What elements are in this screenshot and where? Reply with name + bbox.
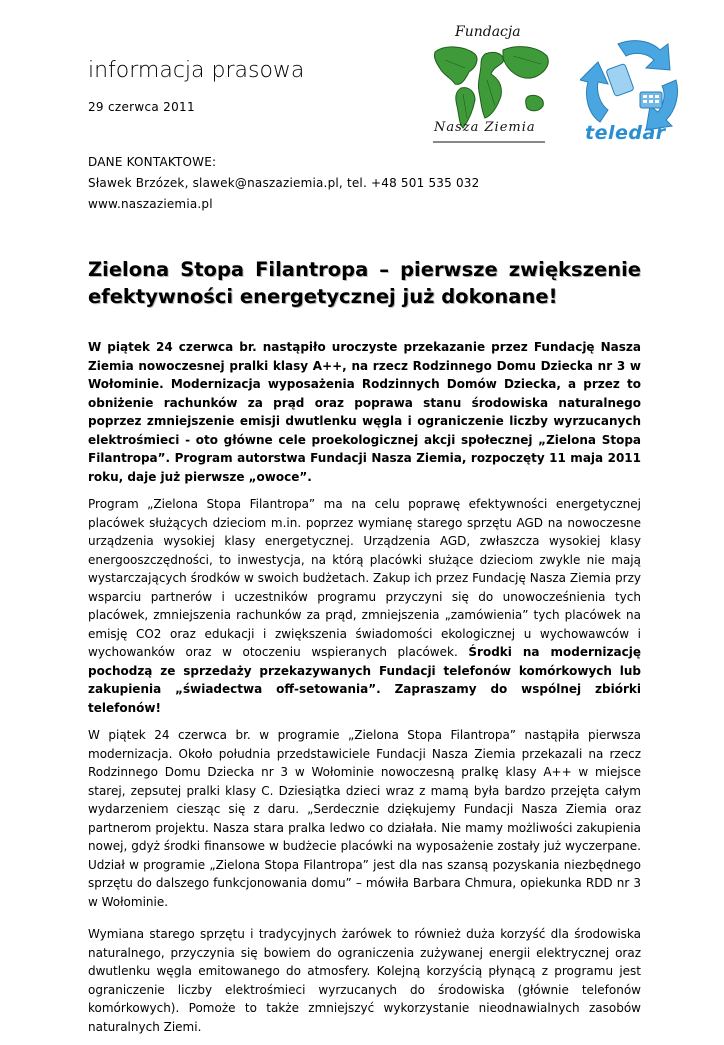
- press-release-headline: [88, 256, 641, 310]
- document-type-title: informacja prasowa: [88, 58, 305, 83]
- release-date: 29 czerwca 2011: [88, 100, 195, 114]
- contact-heading: DANE KONTAKTOWE:: [88, 155, 217, 169]
- lead-paragraph: W piątek 24 czerwca br. nastąpiło uroczyste przekazanie przez Fundację Nasza Ziemia nowoczesnej pralki klasy A++, na rzecz Rodzinnego Domu Dziecka nr 3 w Wołominie. Modernizacja wyposażenia Rodzinnych Domów Dziecka, a przez to obniżenie rachunków za prąd oraz poprawa stanu środowiska naturalnego poprzez zmniejszenie emisji dwutlenku węgla i ograniczenie liczby wyrzucanych elektrośmieci - oto główne cele proekologicznej akcji społecznej „Zielona Stopa Filantropa”. Program autorstwa Fundacji Nasza Ziemia, rozpoczęty 11 maja 2011 roku, daje już pierwsze „owoce”.: [88, 340, 641, 484]
- contact-block: [88, 152, 479, 215]
- fundacja-logo-subtitle: Nasza Ziemia: [434, 120, 536, 135]
- article-body: [88, 338, 641, 1045]
- paragraph-environment: Wymiana starego sprzętu i tradycyjnych żarówek to również duża korzyść dla środowiska naturalnego, przyczynia się bowiem do ograniczenia zużywanej energii elektrycznej oraz dwutlenku węgla emitowanego do atmosfery. Kolejną korzyścią płynącą z programu jest ograniczenie liczby elektrośmieci wyrzucanych do środowiska (głównie telefonów komórkowych). Pomoże to także zmniejszyć wykorzystanie nieodnawialnych zasobów naturalnych Ziemi.: [88, 927, 641, 1034]
- headline-line-1: Zielona Stopa Filantropa – pierwsze zwiększenie: [88, 258, 641, 281]
- website-link[interactable]: www.naszaziemia.pl: [88, 197, 213, 211]
- headline-line-2: efektywności energetycznej już dokonane!: [88, 285, 558, 308]
- paragraph-first-modernization: W piątek 24 czerwca br. w programie „Zielona Stopa Filantropa” nastąpiła pierwsza modernizacja. Około południa przedstawiciele Fundacji Nasza Ziemia przekazali na rzecz Rodzinnego Domu Dziecka nr 3 w Wołominie nowoczesną pralkę klasy A++ w miejsce starej, zepsutej pralki klasy C. Dziesiątka dzieci wraz z mamą była bardzo przejęta całym wydarzeniem ciesząc się z daru. „Serdecznie dziękujemy Fundacji Nasza Ziemia oraz partnerom projektu. Nasza stara pralka ledwo co działała. Nie mamy możliwości zakupienia nowej, gdyż środki finansowe w budżecie placówki na wyposażenie zostały już wyczerpane. Udział w programie „Zielona Stopa Filantropa” jest dla nas szansą pozyskania niezbędnego sprzętu do dalszego funkcjonowania domu” – mówiła Barbara Chmura, opiekunka RDD nr 3 w Wołominie.: [88, 728, 641, 909]
- paragraph-program-text: Program „Zielona Stopa Filantropa” ma na celu poprawę efektywności energetycznej placówek służących dzieciom m.in. poprzez wymianę starego sprzętu AGD na nowoczesne urządzenia wysokiej klasy energetycznej. Urządzenia AGD, zwłaszcza wysokiej klasy energooszczędności, to inwestycja, na którą placówki służące dzieciom zwykle nie mają wystarczających środków w swoich budżetach. Zakup ich przez Fundację Nasza Ziemia przy wsparciu partnerów i uczestników programu przyczyni się do unowocześnienia tych placówek, zmniejszenia rachunków za prąd, zmniejszenia „zamówienia” tych placówek na emisję CO2 oraz edukacji i zwiększenia świadomości ekologicznej u wychowawców i wychowanków oraz w otoczeniu wspieranych placówek.: [88, 497, 641, 659]
- contact-line: Sławek Brzózek, slawek@naszaziemia.pl, tel. +48 501 535 032: [88, 176, 480, 190]
- paragraph-program-bold: Środki na modernizację pochodzą ze sprzedaży przekazywanych Fundacji telefonów komórkowych lub zakupienia „świadectwa off-setowania”. Zapraszamy do wspólnej zbiórki telefonów!: [88, 645, 641, 715]
- teledar-wordmark: teledar: [585, 122, 666, 144]
- fundacja-logo-title: Fundacja: [455, 24, 521, 40]
- paragraph-program: [88, 495, 641, 717]
